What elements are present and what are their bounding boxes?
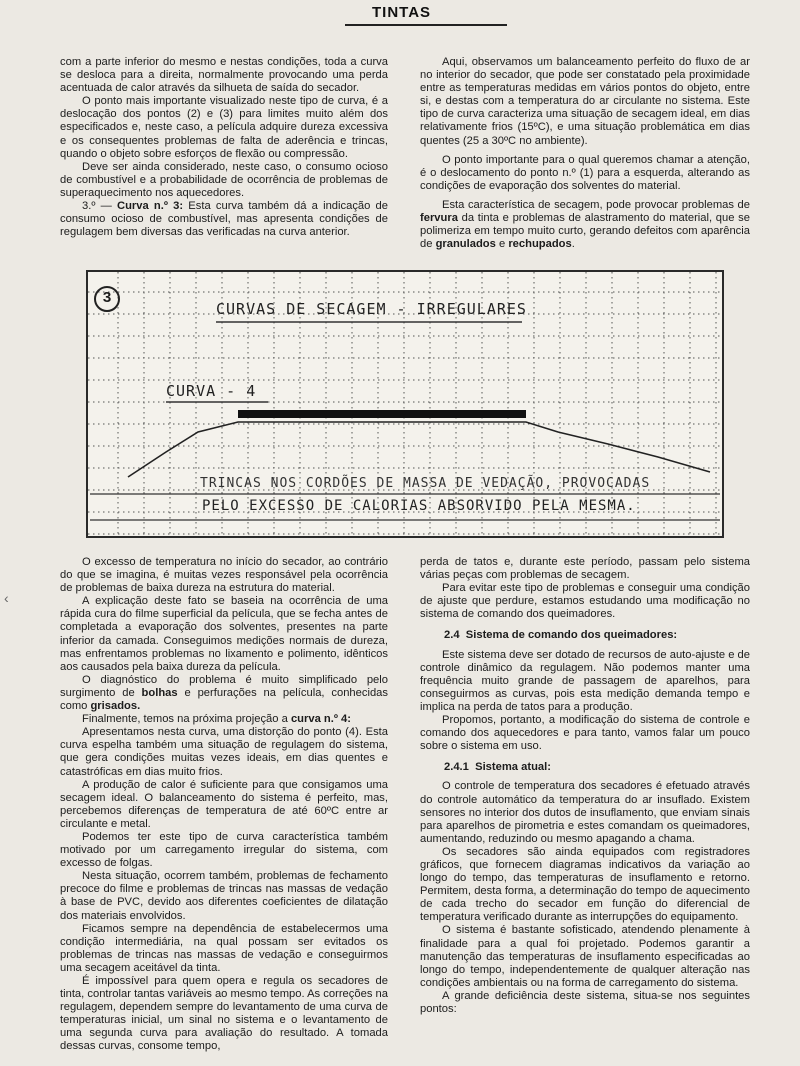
paragraph: Apresentamos nesta curva, uma distorção do ponto (4). Esta curva espelha também uma situação de regulagem do sistema, que gera condições muitas vezes ideais, em dias quentes e catastróficas em dias muito frios. — [60, 726, 388, 778]
paragraph-text: e perfurações na película, conhecidas como — [60, 686, 388, 713]
section-title: Sistema atual: — [475, 761, 551, 774]
section-heading-2-4-1 — [444, 761, 750, 774]
paragraph: O ponto mais importante visualizado neste tipo de curva, é a deslocação dos pontos (2) e (3) para limites muito além dos especificados e, neste caso, a película adquire dureza excessiva e os consequentes problemas de falta de aderência e trincas, quando o objeto sobre esforços de flexão ou compressão. — [60, 95, 388, 160]
bold-term: fervura — [420, 212, 458, 225]
paragraph: Os secadores são ainda equipados com registradores gráficos, que fornecem diagramas indicativos da variação ao longo do tempo, das temperaturas de insuflamento e retorno. Permitem, desta forma, a determinação do tempo de aquecimento de cada trecho do secador em função do diferencial de temperatura verificado durante as interrupções do equipamento. — [420, 845, 750, 924]
paragraph-text: da tinta e problemas de alastramento do material, que se polimeriza em tempo muito curto, gerando defeitos com aparência de — [420, 212, 750, 251]
bold-term: granulados — [435, 238, 496, 251]
paragraph: com a parte inferior do mesmo e nestas condições, toda a curva se desloca para a direita, normalmente provocando uma perda acentuada de calor através da silhueta de saída do secador. — [60, 56, 388, 95]
paragraph-text: Esta característica de secagem, pode provocar problemas de — [442, 198, 750, 211]
paragraph: O excesso de temperatura no início do secador, ao contrário do que se imagina, é muitas vezes responsável pela ocorrência de problemas de baixa dureza na estrutura do material. — [60, 556, 388, 595]
bold-term: grisados. — [90, 700, 141, 713]
column-bottom-right — [420, 556, 750, 1016]
paragraph-text: . — [571, 238, 575, 251]
paragraph: A produção de calor é suficiente para que consigamos uma secagem ideal. O balanceamento do sistema é perfeito, mas, percebemos diferenças de temperatura de até 60ºC entre ar circulante e metal. — [60, 778, 388, 830]
figure-caption-line-1: TRINCAS NOS CORDÕES DE MASSA DE VEDAÇÃO, PROVOCADAS — [200, 476, 651, 491]
section-number: 3.º — — [82, 200, 117, 213]
paragraph: Deve ser ainda considerado, neste caso, o consumo ocioso de combustível e a probabilidade de ocorrência de problemas de superaquecimento nos aquecedores. — [60, 160, 388, 199]
bold-term: Curva n.º 3: — [117, 200, 184, 213]
paragraph — [420, 199, 750, 251]
bold-term: bolhas — [141, 686, 178, 699]
section-number: 2.4 — [444, 629, 460, 642]
paragraph: O controle de temperatura dos secadores é efetuado através do controle automático da temperatura do ar insuflado. Existem sensores no interior dos dutos de insuflamento, que enviam sinais para aparelhos de pirometria e estes comandam os queimadores, aumentando, reduzindo ou mesmo apagando a chama. — [420, 780, 750, 845]
page-edge-mark: ‹ — [4, 590, 9, 606]
paragraph: Este sistema deve ser dotado de recursos de auto-ajuste e de controle dinâmico da regulagem. Não podemos manter uma frequência muito grande de passagem de aparelhos, para conseguirmos as curvas, pois esta medição demanda tempo e implica na perda de tatos para a produção. — [420, 648, 750, 713]
paragraph-text: Finalmente, temos na próxima projeção a — [82, 713, 291, 726]
paragraph: O ponto importante para o qual queremos chamar a atenção, é o deslocamento do ponto n.º (1) para a esquerda, alterando as condições de evaporação dos solventes do material. — [420, 153, 750, 192]
section-title: Sistema de comando dos queimadores: — [465, 629, 678, 642]
paragraph-text: O diagnóstico do problema é muito simplificado pelo surgimento de — [60, 673, 388, 699]
figure-caption-line-2: PELO EXCESSO DE CALORIAS ABSORVIDO PELA MESMA. — [202, 498, 636, 514]
column-bottom-left — [60, 556, 388, 1054]
paragraph: Ficamos sempre na dependência de estabelecermos uma condição intermediária, na qual possam ser evitados os problemas de trincas nas massas de vedação e conseguirmos uma secagem aceitável da tinta. — [60, 922, 388, 974]
paragraph — [60, 200, 388, 239]
bold-term: rechupados — [508, 238, 572, 251]
header-rule — [345, 24, 507, 26]
figure-title: CURVAS DE SECAGEM - IRREGULARES — [216, 300, 527, 318]
curve-label: CURVA - 4 — [166, 382, 257, 400]
paragraph: O sistema é bastante sofisticado, atendendo plenamente à finalidade para a qual foi projetado. Podemos garantir a manutenção das temperaturas de insuflamento especificadas ao longo do tempo, independentemente de qualquer alteração nas condições ambientais ou na forma de carregamento do sistema. — [420, 924, 750, 989]
paragraph: Podemos ter este tipo de curva característica também motivado por um carregamento irregular do sistema, com excesso de folgas. — [60, 830, 388, 870]
paragraph: Aqui, observamos um balanceamento perfeito do fluxo de ar no interior do secador, que pode ser constatado pela proximidade entre as temperaturas medidas em vários pontos do objeto, entre si, e destas com a temperatura do ar circulante no sistema. Este tipo de curva caracteriza uma situação de secagem ideal, em dias relativamente frios (15ºC), e uma situação problemática em dias quentes (25 a 30ºC no ambiente). — [420, 56, 750, 147]
figure-number: 3 — [94, 286, 120, 312]
paragraph: A explicação deste fato se baseia na ocorrência de uma rápida cura do filme superficial da película, que se fecha antes de completada a evaporação dos solventes, presentes na parte inferior da camada. Conseguimos medições normais de dureza, mas enfrentamos problemas no lixamento e polimento, idênticos aos causados pela baixa dureza da película. — [60, 595, 388, 673]
section-heading-2-4 — [444, 629, 750, 642]
curve-plateau-bar — [238, 410, 526, 418]
paragraph: perda de tatos e, durante este período, passam pelo sistema várias peças com problemas de secagem. — [420, 556, 750, 582]
paragraph: A grande deficiência deste sistema, situa-se nos seguintes pontos: — [420, 989, 750, 1015]
paragraph: Propomos, portanto, a modificação do sistema de controle e comando dos aquecedores e para tanto, vamos falar um pouco sobre o sistema em uso. — [420, 714, 750, 753]
column-top-right — [420, 56, 750, 251]
drying-curve-figure — [86, 270, 724, 538]
paragraph: Para evitar este tipo de problemas e conseguir uma condição de ajuste que perdure, estamos estudando uma modificação no sistema de comando dos queimadores. — [420, 582, 750, 621]
section-number: 2.4.1 — [444, 761, 469, 774]
drying-curve-line — [128, 422, 710, 477]
paragraph-text: e — [495, 238, 509, 251]
paragraph — [60, 713, 388, 726]
paragraph-text: Esta curva também dá a indicação de consumo ocioso de combustível, mas apresenta condições de regulagem bem diversas das verificadas na curva anterior. — [60, 200, 389, 239]
paragraph: É impossível para quem opera e regula os secadores de tinta, controlar tantas variáveis ao mesmo tempo. As correções na regulagem, dependem sempre do levantamento de uma curva de temperaturas inicial, um sinal no sistema e o levantamento de uma segunda curva para avaliação do resultado. A tomada dessas curvas, consome tempo, — [60, 975, 388, 1053]
page-header-title: TINTAS — [372, 4, 432, 21]
column-top-left — [60, 56, 388, 239]
paragraph — [60, 674, 388, 713]
paragraph: Nesta situação, ocorrem também, problemas de fechamento precoce do filme e problemas de trincas nas massas de vedação à base de PVC, devido aos diferentes coeficientes de dilatação dos materiais envolvidos. — [60, 870, 388, 922]
bold-term: curva n.º 4: — [290, 713, 351, 726]
